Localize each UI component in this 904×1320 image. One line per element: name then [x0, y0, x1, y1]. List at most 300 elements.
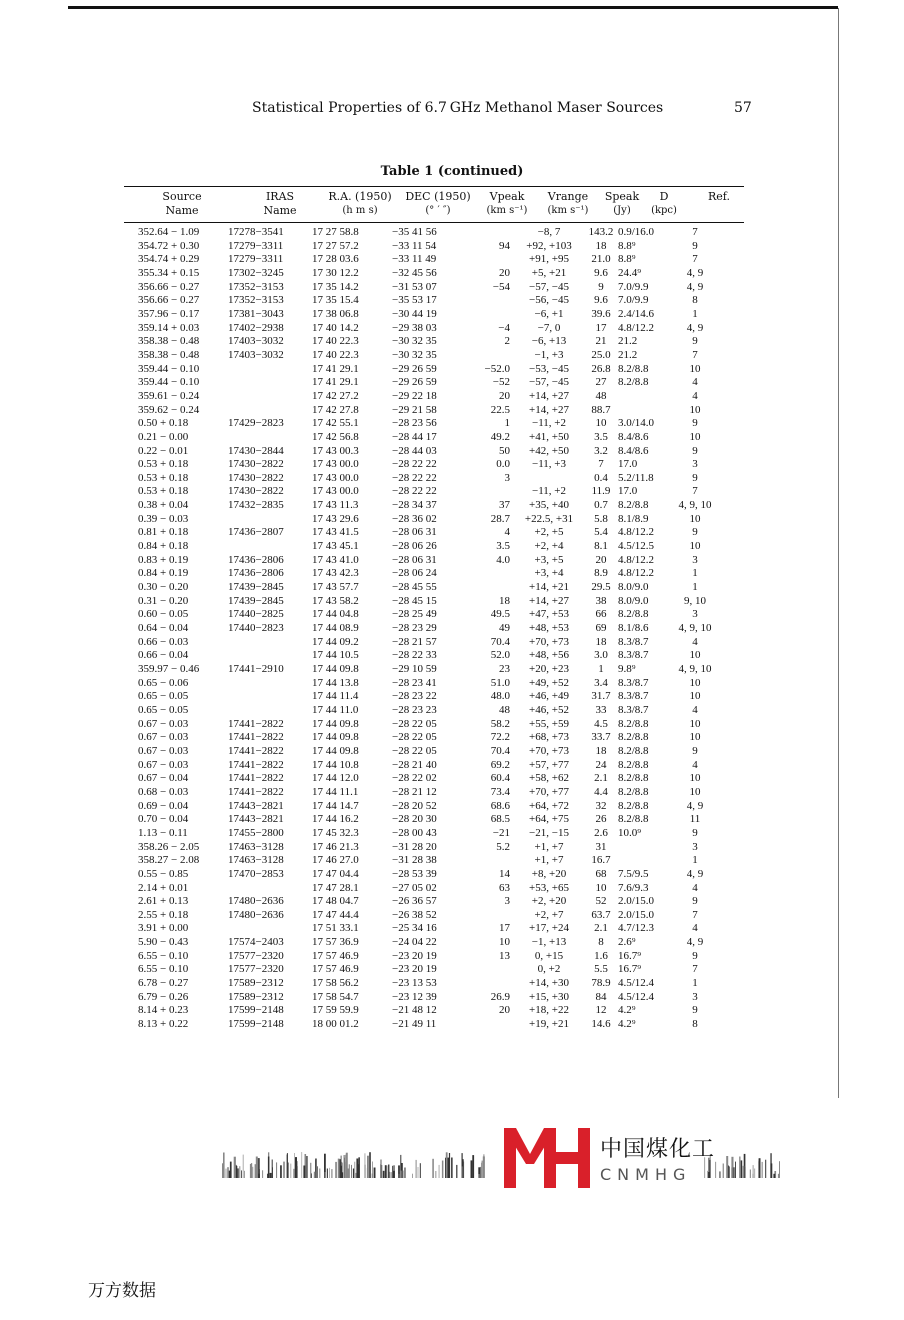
reference-cell: 10 [689, 649, 701, 662]
ra-1950-cell: 17 43 42.3 [312, 567, 359, 580]
source-name-cell: 2.14 + 0.01 [138, 881, 189, 894]
table-row [138, 663, 718, 677]
reference-cell: 4 [692, 922, 698, 935]
ra-1950-cell: 17 57 46.9 [312, 949, 359, 962]
scan-noise-mark [226, 1169, 227, 1178]
table-row [138, 827, 718, 841]
v-range-cell: +48, +53 [529, 622, 569, 635]
reference-cell: 11 [689, 813, 701, 826]
table-row [138, 963, 718, 977]
reference-cell: 4 [692, 881, 698, 894]
logo-chinese-name: 中国煤化工 [600, 1137, 716, 1162]
reference-cell: 9 [692, 239, 698, 252]
distance-cell: 7.0/9.9 [618, 280, 649, 293]
v-range-cell: +68, +73 [529, 731, 569, 744]
source-name-cell: 359.14 + 0.03 [138, 321, 200, 334]
table-row [138, 253, 718, 267]
table-row [138, 950, 718, 964]
source-name-cell: 0.60 − 0.05 [138, 608, 189, 621]
v-range-cell: +92, +103 [526, 239, 572, 252]
reference-cell: 9 [692, 895, 698, 908]
v-peak-cell: 26.9 [490, 990, 510, 1003]
iras-name-cell [228, 376, 312, 390]
dec-1950-cell: −28 23 41 [392, 676, 437, 689]
table-row [138, 622, 718, 636]
table-row [138, 363, 718, 377]
v-peak-cell: 20 [499, 389, 510, 402]
table-row [138, 390, 718, 404]
v-peak-cell [460, 253, 514, 267]
v-peak-cell: 58.2 [490, 717, 510, 730]
scan-noise-mark [729, 1166, 730, 1178]
v-peak-cell: 23 [499, 663, 510, 675]
scan-noise-mark [270, 1173, 272, 1178]
v-range-cell: −6, +13 [531, 335, 567, 348]
distance-cell: 8.3/8.7 [618, 690, 649, 703]
dec-1950-cell: −28 44 17 [392, 430, 437, 443]
ra-1950-cell: 17 42 27.8 [312, 403, 359, 416]
iras-name-cell: 17440−2825 [228, 608, 284, 621]
source-name-cell: 0.67 − 0.03 [138, 731, 189, 744]
scan-noise-mark [732, 1165, 733, 1179]
ra-1950-cell: 17 35 14.2 [312, 280, 359, 293]
dec-1950-cell: −30 32 35 [392, 348, 437, 361]
distance-cell: 2.0/15.0 [618, 908, 655, 921]
reference-cell: 4 [692, 703, 698, 716]
source-name-cell: 0.66 − 0.04 [138, 649, 189, 662]
distance-cell: 0.9/16.0 [618, 226, 655, 238]
scan-noise-mark [385, 1165, 387, 1178]
iras-name-cell: 17403−3032 [228, 348, 284, 361]
scan-noise-mark [479, 1174, 480, 1178]
reference-cell: 9 [692, 444, 698, 457]
scan-noise-mark [349, 1164, 350, 1178]
v-range-cell: +3, +5 [534, 553, 564, 566]
ra-1950-cell: 17 44 09.8 [312, 717, 359, 730]
scan-noise-mark [239, 1166, 240, 1178]
s-peak-cell: 52 [595, 895, 607, 908]
ra-1950-cell: 17 57 46.9 [312, 963, 359, 976]
distance-cell: 9.8⁹ [618, 663, 636, 675]
header-ra [322, 190, 398, 218]
s-peak-cell: 9.6 [594, 266, 608, 279]
scan-noise-mark [268, 1157, 270, 1179]
table-row [138, 349, 718, 363]
distance-cell: 2.6⁹ [618, 936, 636, 949]
source-name-cell: 0.81 + 0.18 [138, 526, 189, 539]
source-name-cell: 0.84 + 0.18 [138, 540, 189, 553]
header-distance-line2: (kpc) [651, 205, 677, 216]
iras-name-cell: 17455−2800 [228, 826, 284, 839]
table-caption: Table 1 (continued) [380, 164, 524, 179]
dec-1950-cell: −28 25 49 [392, 608, 437, 621]
scan-noise-mark [399, 1174, 400, 1178]
scan-noise-mark [297, 1161, 298, 1178]
ra-1950-cell: 17 41 29.1 [312, 376, 359, 389]
distance-cell: 8.2/8.8 [618, 799, 649, 812]
scan-noise-mark [404, 1168, 406, 1179]
ra-1950-cell: 17 47 28.1 [312, 881, 359, 894]
table-row [138, 458, 718, 472]
dec-1950-cell: −23 20 19 [392, 963, 437, 976]
v-peak-cell: 3 [504, 471, 510, 484]
s-peak-cell: 25.0 [591, 348, 611, 361]
s-peak-cell: 66 [595, 608, 607, 621]
source-name-cell: 0.64 − 0.04 [138, 622, 189, 635]
source-name-cell: 0.53 + 0.18 [138, 485, 189, 498]
source-name-cell: 356.66 − 0.27 [138, 294, 200, 307]
iras-name-cell: 17279−3311 [228, 253, 284, 266]
dec-1950-cell: −28 22 05 [392, 731, 437, 744]
v-peak-cell: 10 [499, 936, 510, 949]
iras-name-cell: 17589−2312 [228, 977, 284, 990]
v-peak-cell [460, 485, 514, 499]
reference-cell: 4, 9, 10 [678, 499, 712, 512]
scan-noise-mark [740, 1157, 741, 1179]
table-header-rule [124, 222, 744, 223]
iras-name-cell: 17589−2312 [228, 990, 284, 1003]
s-peak-cell: 3.0 [594, 649, 608, 662]
s-peak-cell: 32 [595, 799, 607, 812]
v-range-cell: 0, +15 [534, 949, 564, 962]
source-name-cell: 0.53 + 0.18 [138, 471, 189, 484]
scan-noise-mark [433, 1159, 434, 1178]
ra-1950-cell: 17 46 27.0 [312, 854, 359, 867]
v-peak-cell: 22.5 [490, 403, 510, 416]
ra-1950-cell: 17 44 09.8 [312, 731, 359, 744]
ra-1950-cell: 17 48 04.7 [312, 895, 359, 908]
s-peak-cell: 31.7 [591, 690, 611, 703]
iras-name-cell: 17463−3128 [228, 840, 284, 853]
header-source [150, 190, 214, 218]
source-name-cell: 0.65 − 0.05 [138, 703, 189, 716]
source-name-cell: 0.30 − 0.20 [138, 581, 189, 594]
s-peak-cell: 39.6 [591, 307, 611, 320]
table-row [138, 936, 718, 950]
header-vrange-line1: Vrange [547, 190, 589, 203]
reference-cell: 7 [692, 226, 698, 238]
reference-cell: 10 [689, 785, 701, 798]
scan-noise-mark [762, 1162, 763, 1178]
scan-noise-mark [412, 1174, 413, 1178]
ra-1950-cell: 17 44 13.8 [312, 676, 359, 689]
source-name-cell: 358.26 − 2.05 [138, 840, 200, 853]
scan-noise-mark [456, 1165, 457, 1178]
ra-1950-cell: 17 43 00.0 [312, 471, 359, 484]
v-range-cell: +2, +5 [534, 526, 564, 539]
scan-noise-mark [342, 1162, 343, 1178]
dec-1950-cell: −31 53 07 [392, 280, 437, 293]
v-range-cell: +3, +4 [534, 567, 564, 580]
ra-1950-cell: 17 46 21.3 [312, 840, 359, 853]
dec-1950-cell: −33 11 49 [392, 253, 437, 266]
v-peak-cell: 49.5 [490, 608, 510, 621]
cnmhg-logo-text [600, 1132, 715, 1184]
dec-1950-cell: −28 22 05 [392, 744, 437, 757]
v-range-cell: +48, +56 [529, 649, 569, 662]
dec-1950-cell: −25 34 16 [392, 922, 437, 935]
source-name-cell: 3.91 + 0.00 [138, 922, 189, 935]
reference-cell: 7 [692, 963, 698, 976]
running-head: Statistical Properties of 6.7 GHz Methanol Maser Sources [252, 100, 664, 116]
s-peak-cell: 26.8 [591, 362, 611, 375]
v-range-cell: +46, +49 [529, 690, 569, 703]
source-name-cell: 355.34 + 0.15 [138, 266, 200, 279]
table-row [138, 690, 718, 704]
scan-noise-mark [442, 1161, 444, 1179]
table-row [138, 240, 718, 254]
source-name-cell: 0.21 − 0.00 [138, 430, 189, 443]
dec-1950-cell: −28 22 22 [392, 485, 437, 498]
reference-cell: 3 [692, 553, 698, 566]
table-row [138, 895, 718, 909]
distance-cell: 8.3/8.7 [618, 649, 649, 662]
scan-noise-mark [287, 1153, 288, 1178]
s-peak-cell: 14.6 [591, 1018, 611, 1031]
distance-cell: 4.2⁹ [618, 1018, 636, 1031]
v-range-cell: +2, +7 [534, 908, 564, 921]
dec-1950-cell: −35 41 56 [392, 226, 437, 238]
ra-1950-cell: 17 58 54.7 [312, 990, 359, 1003]
scan-noise-mark [743, 1166, 745, 1178]
scan-noise-mark [294, 1153, 295, 1178]
v-range-cell: +19, +21 [529, 1018, 569, 1031]
scan-noise-mark [227, 1167, 229, 1178]
header-iras-line1: IRAS [265, 190, 295, 203]
dec-1950-cell: −29 21 58 [392, 403, 437, 416]
v-peak-cell: 0.0 [496, 458, 510, 471]
reference-cell: 4, 9 [686, 280, 704, 293]
scan-noise-mark [244, 1171, 245, 1178]
v-range-cell: +35, +40 [529, 499, 569, 512]
source-name-cell: 6.78 − 0.27 [138, 977, 189, 990]
s-peak-cell: 0.7 [594, 499, 608, 512]
v-range-cell: +49, +52 [529, 676, 569, 689]
v-range-cell: +47, +53 [529, 608, 569, 621]
reference-cell: 1 [692, 581, 698, 594]
table-row [138, 909, 718, 923]
v-peak-cell [460, 567, 514, 581]
distance-cell: 4.2⁹ [618, 1004, 636, 1017]
reference-cell: 4 [692, 389, 698, 402]
v-peak-cell: −52.0 [484, 362, 510, 375]
dec-1950-cell: −28 36 02 [392, 512, 437, 525]
reference-cell: 10 [689, 540, 701, 553]
iras-name-cell: 17574−2403 [228, 936, 284, 949]
table-row [138, 513, 718, 527]
dec-1950-cell: −27 05 02 [392, 881, 437, 894]
source-name-cell: 352.64 − 1.09 [138, 226, 200, 238]
source-name-cell: 359.44 − 0.10 [138, 376, 200, 389]
ra-1950-cell: 17 27 58.8 [312, 226, 359, 238]
v-peak-cell: 4 [504, 526, 510, 539]
header-distance [644, 190, 684, 218]
distance-cell [618, 854, 672, 868]
v-peak-cell: 49.2 [490, 430, 510, 443]
table-row [138, 977, 718, 991]
scan-noise-mark [446, 1152, 448, 1178]
logo-english-name: CNMHG [600, 1165, 692, 1184]
reference-cell: 1 [692, 567, 698, 580]
iras-name-cell: 17278−3541 [228, 226, 284, 238]
ra-1950-cell: 17 47 44.4 [312, 908, 359, 921]
ra-1950-cell: 17 44 10.8 [312, 758, 359, 771]
maser-source-table [138, 226, 718, 1032]
header-ref-line1: Ref. [708, 190, 730, 203]
scan-noise-mark [745, 1167, 746, 1178]
scan-noise-mark [303, 1166, 305, 1179]
iras-name-cell [228, 390, 312, 404]
table-row [138, 417, 718, 431]
header-distance-line1: D [659, 190, 669, 203]
table-row [138, 1004, 718, 1018]
dec-1950-cell: −28 06 26 [392, 540, 437, 553]
source-name-cell: 359.62 − 0.24 [138, 403, 200, 416]
source-name-cell: 358.38 − 0.48 [138, 348, 200, 361]
iras-name-cell: 17430−2822 [228, 485, 284, 498]
v-range-cell: +14, +27 [529, 594, 569, 607]
scan-noise-mark [383, 1171, 385, 1178]
top-scan-border [68, 6, 838, 9]
v-range-cell: +70, +77 [529, 785, 569, 798]
header-source-line1: Source [162, 190, 202, 203]
s-peak-cell: 3.2 [594, 444, 608, 457]
v-range-cell: −53, −45 [529, 362, 569, 375]
reference-cell: 4, 9 [686, 799, 704, 812]
source-name-cell: 0.68 − 0.03 [138, 785, 189, 798]
table-row [138, 704, 718, 718]
v-range-cell: +2, +20 [531, 895, 567, 908]
ra-1950-cell: 17 43 45.1 [312, 540, 359, 553]
scan-noise-mark [726, 1156, 728, 1178]
v-range-cell: +53, +65 [529, 881, 569, 894]
header-vrange-line2: (km s⁻¹) [547, 205, 589, 216]
table-row [138, 226, 718, 240]
s-peak-cell: 2.1 [594, 772, 608, 785]
v-range-cell: +5, +21 [531, 266, 567, 279]
table-row [138, 649, 718, 663]
source-name-cell: 356.66 − 0.27 [138, 280, 200, 293]
s-peak-cell: 5.4 [594, 526, 608, 539]
scan-noise-mark [754, 1169, 755, 1179]
ra-1950-cell: 17 28 03.6 [312, 253, 359, 266]
iras-name-cell: 17577−2320 [228, 963, 284, 976]
scan-noise-mark [335, 1162, 337, 1178]
v-range-cell: +18, +22 [529, 1004, 569, 1017]
v-peak-cell: −52 [492, 376, 510, 389]
reference-cell: 4, 9 [686, 867, 704, 880]
dec-1950-cell: −28 34 37 [392, 499, 437, 512]
dec-1950-cell: −28 23 22 [392, 690, 437, 703]
ra-1950-cell: 17 47 04.4 [312, 867, 359, 880]
dec-1950-cell: −28 21 57 [392, 635, 437, 648]
table-row [138, 581, 718, 595]
distance-cell: 10.0⁹ [618, 826, 642, 839]
distance-cell: 4.7/12.3 [618, 922, 655, 935]
distance-cell: 8.2/8.8 [618, 744, 649, 757]
ra-1950-cell: 17 42 56.8 [312, 430, 359, 443]
scan-noise-mark [329, 1168, 330, 1178]
iras-name-cell: 17441−2822 [228, 744, 284, 757]
ra-1950-cell: 17 42 27.2 [312, 389, 359, 402]
distance-cell: 4.8/12.2 [618, 321, 655, 334]
dec-1950-cell: −28 45 15 [392, 594, 437, 607]
v-range-cell: −21, −15 [529, 826, 569, 839]
s-peak-cell: 69 [595, 622, 607, 635]
v-peak-cell: 49 [499, 622, 510, 635]
v-range-cell [514, 472, 584, 486]
scan-noise-mark [389, 1172, 390, 1178]
scan-noise-mark [355, 1173, 356, 1178]
source-name-cell: 0.67 − 0.03 [138, 717, 189, 730]
reference-cell: 8 [692, 294, 698, 307]
dec-1950-cell: −28 22 22 [392, 458, 437, 471]
s-peak-cell: 1 [598, 663, 604, 675]
ra-1950-cell: 17 43 58.2 [312, 594, 359, 607]
distance-cell: 4.5/12.4 [618, 990, 655, 1003]
distance-cell: 2.4/14.6 [618, 307, 655, 320]
wanfang-watermark: 万方数据 [88, 1281, 156, 1301]
dec-1950-cell: −26 38 52 [392, 908, 437, 921]
dec-1950-cell: −31 28 20 [392, 840, 437, 853]
dec-1950-cell: −28 20 52 [392, 799, 437, 812]
scan-noise-mark [302, 1152, 303, 1178]
source-name-cell: 354.72 + 0.30 [138, 239, 200, 252]
iras-name-cell: 17403−3032 [228, 335, 284, 348]
reference-cell: 9 [692, 949, 698, 962]
ra-1950-cell: 17 44 11.1 [312, 785, 359, 798]
reference-cell: 4 [692, 635, 698, 648]
table-row [138, 1018, 718, 1032]
scan-noise-mark [759, 1158, 761, 1178]
s-peak-cell: 8.1 [594, 540, 608, 553]
dec-1950-cell: −29 38 03 [392, 321, 437, 334]
reference-cell: 9 [692, 826, 698, 839]
reference-cell: 3 [692, 990, 698, 1003]
distance-cell: 8.0/9.0 [618, 581, 649, 594]
v-peak-cell: 51.0 [490, 676, 510, 689]
reference-cell: 10 [689, 717, 701, 730]
distance-cell: 8.3/8.7 [618, 703, 649, 716]
s-peak-cell: 9 [598, 280, 604, 293]
ra-1950-cell: 17 40 22.3 [312, 348, 359, 361]
ra-1950-cell: 17 38 06.8 [312, 307, 359, 320]
s-peak-cell: 10 [595, 881, 607, 894]
scan-noise-mark [400, 1171, 402, 1178]
reference-cell: 9, 10 [684, 594, 706, 607]
source-name-cell: 1.13 − 0.11 [138, 826, 188, 839]
iras-name-cell: 17402−2938 [228, 321, 284, 334]
scan-noise-mark [420, 1163, 421, 1178]
v-peak-cell: 52.0 [490, 649, 510, 662]
v-peak-cell: 70.4 [490, 635, 510, 648]
s-peak-cell: 26 [595, 813, 607, 826]
v-peak-cell: −21 [492, 826, 510, 839]
s-peak-cell: 3.5 [594, 430, 608, 443]
scan-noise-mark [291, 1164, 292, 1178]
scan-noise-mark [483, 1154, 484, 1178]
s-peak-cell: 12 [595, 1004, 607, 1017]
reference-cell: 1 [692, 307, 698, 320]
dec-1950-cell: −30 44 19 [392, 307, 437, 320]
distance-cell: 8.2/8.8 [618, 731, 649, 744]
dec-1950-cell: −28 21 40 [392, 758, 437, 771]
source-name-cell: 0.65 − 0.05 [138, 690, 189, 703]
v-peak-cell: 28.7 [490, 512, 510, 525]
header-ref [698, 190, 740, 204]
source-name-cell: 0.67 − 0.03 [138, 744, 189, 757]
iras-name-cell: 17599−2148 [228, 1004, 284, 1017]
